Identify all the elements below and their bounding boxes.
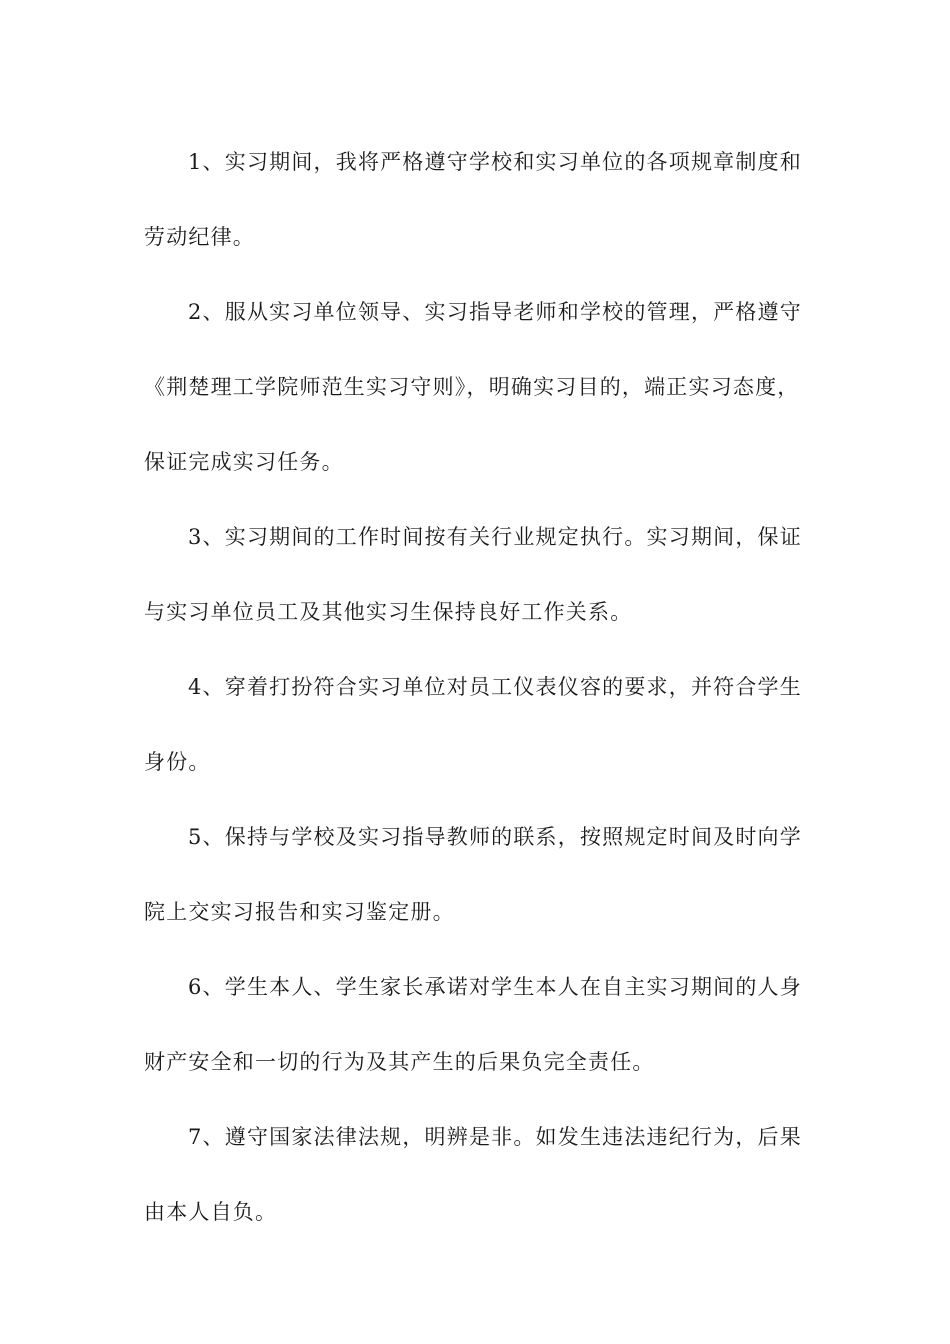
document-body xyxy=(144,125,824,1250)
clause-6-line-2: 财产安全和一切的行为及其产生的后果负完全责任。 xyxy=(144,1050,655,1074)
clause-1-line-1: 1、实习期间，我将严格遵守学校和实习单位的各项规章制度和 xyxy=(188,150,802,174)
clause-7-line-1: 7、遵守国家法律法规，明辨是非。如发生违法违纪行为，后果 xyxy=(188,1125,802,1149)
clause-2-line-3: 保证完成实习任务。 xyxy=(144,450,344,474)
clause-1-line-2: 劳动纪律。 xyxy=(144,225,255,249)
clause-6 xyxy=(144,950,824,1100)
clause-2-line-2: 《荆楚理工学院师范生实习守则》，明确实习目的，端正实习态度， xyxy=(144,375,800,399)
clause-4 xyxy=(144,650,824,800)
clause-2 xyxy=(144,275,824,500)
clause-5 xyxy=(144,800,824,950)
clause-3-line-2: 与实习单位员工及其他实习生保持良好工作关系。 xyxy=(144,600,633,624)
clause-5-line-2: 院上交实习报告和实习鉴定册。 xyxy=(144,900,455,924)
clause-7 xyxy=(144,1100,824,1250)
clause-6-line-1: 6、学生本人、学生家长承诺对学生本人在自主实习期间的人身 xyxy=(188,975,802,999)
clause-4-line-1: 4、穿着打扮符合实习单位对员工仪表仪容的要求，并符合学生 xyxy=(188,675,802,699)
clause-7-line-2: 由本人自负。 xyxy=(144,1200,278,1224)
clause-3 xyxy=(144,500,824,650)
clause-2-line-1: 2、服从实习单位领导、实习指导老师和学校的管理，严格遵守 xyxy=(188,300,802,324)
clause-1 xyxy=(144,125,824,275)
clause-4-line-2: 身份。 xyxy=(144,750,211,774)
clause-3-line-1: 3、实习期间的工作时间按有关行业规定执行。实习期间，保证 xyxy=(188,525,802,549)
clause-5-line-1: 5、保持与学校及实习指导教师的联系，按照规定时间及时向学 xyxy=(188,825,802,849)
